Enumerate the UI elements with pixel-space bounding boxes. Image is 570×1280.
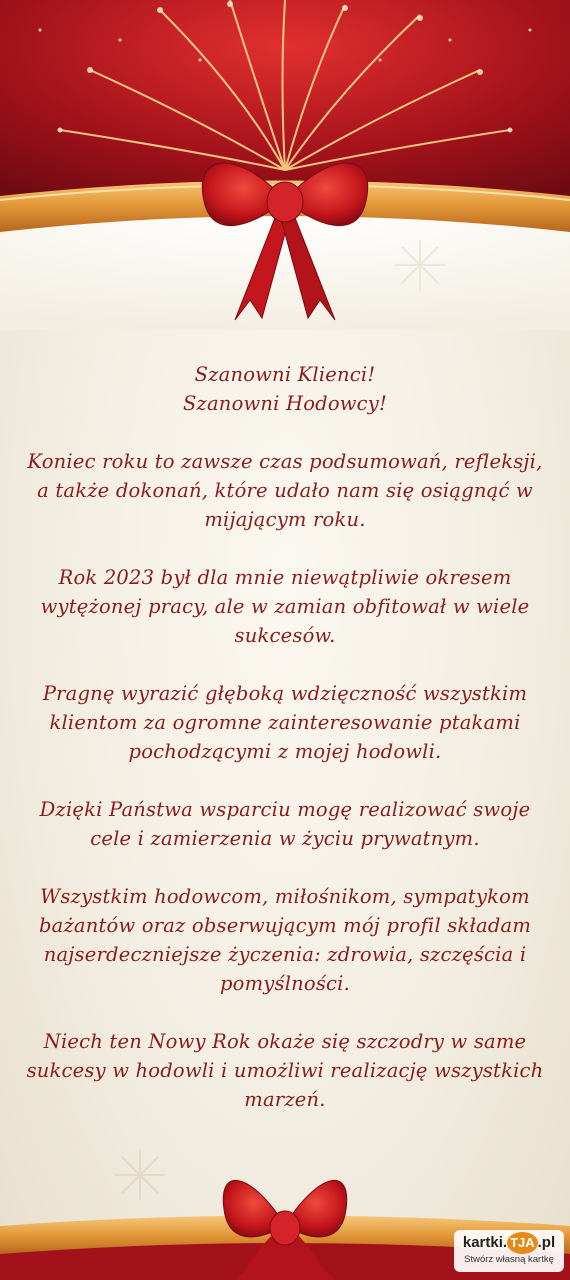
logo-brand-suffix: .pl [537, 1234, 556, 1251]
greeting-line-2: Szanowni Hodowcy! [182, 392, 388, 415]
message-paragraph: Wszystkim hodowcom, miłośnikom, sympatykom bażantów oraz obserwującym mój profil składam najserdeczniejsze życzenia: zdrowia, szczęścia i pomyślności. [38, 885, 532, 995]
kartki-tja-logo[interactable] [454, 1230, 564, 1272]
greeting-line-1: Szanowni Klienci! [194, 363, 376, 386]
logo-brand-mark: TJA [507, 1232, 538, 1254]
logo-tagline: Stwórz własną kartkę [464, 1254, 554, 1265]
message-paragraph: Koniec roku to zawsze czas podsumowań, refleksji, a także dokonań, które udało nam się osiągnąć w mijającym roku. [27, 450, 543, 531]
logo-brand-prefix: kartki. [462, 1234, 508, 1251]
greeting-message [20, 360, 550, 1143]
snowflake-icon [395, 240, 445, 290]
message-paragraph: Pragnę wyrazić głęboką wdzięczność wszystkim klientom za ogromne zainteresowanie ptakami pochodzącymi z mojej hodowli. [42, 682, 528, 763]
top-decoration [0, 0, 570, 330]
logo-brand [454, 1232, 564, 1254]
message-paragraph: Niech ten Nowy Rok okaże się szczodry w same sukcesy w hodowli i umożliwi realizację wszystkich marzeń. [26, 1030, 544, 1111]
message-paragraph: Dzięki Państwa wsparciu mogę realizować swoje cele i zamierzenia w życiu prywatnym. [39, 798, 531, 850]
message-paragraph: Rok 2023 był dla mnie niewątpliwie okresem wytężonej pracy, ale w zamian obfitował w wiele sukcesów. [40, 566, 530, 647]
